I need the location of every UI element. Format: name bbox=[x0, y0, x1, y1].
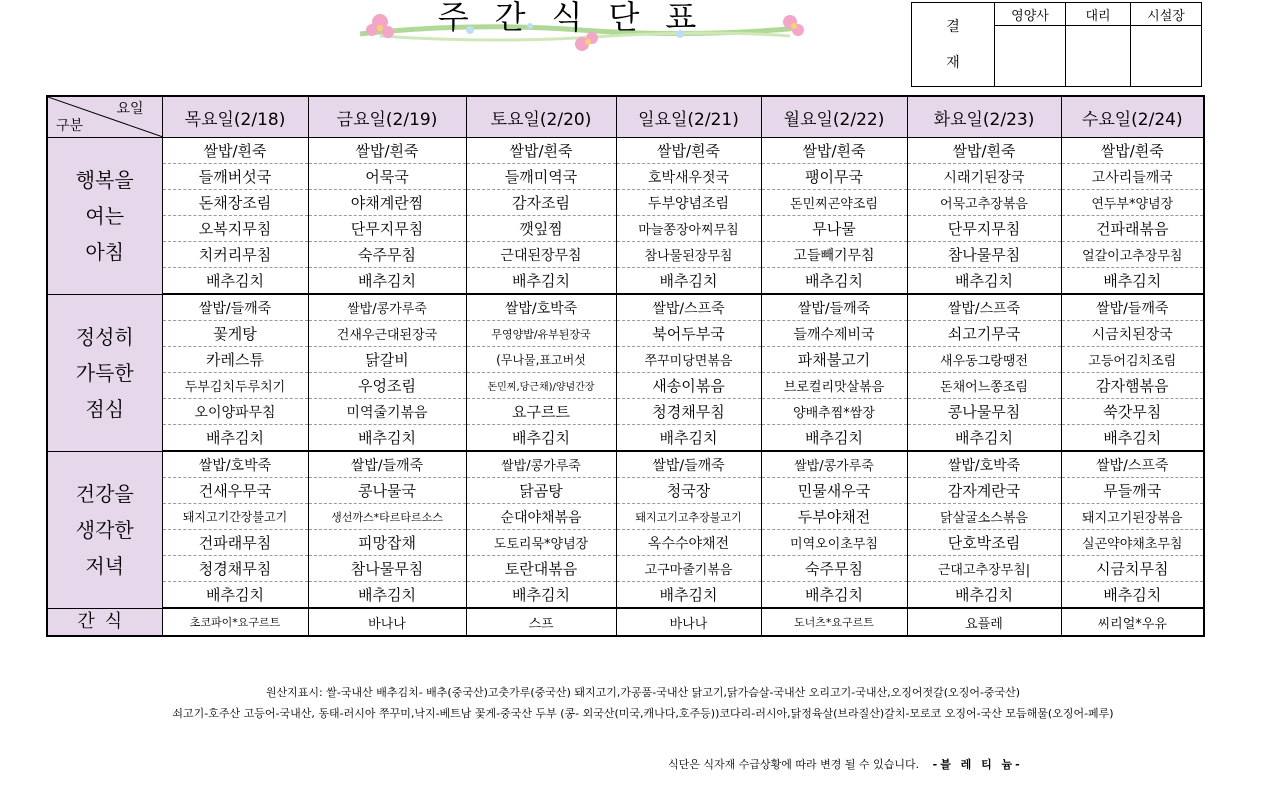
menu-item: 쌀밥/흰죽 bbox=[162, 138, 308, 164]
menu-item: 토란대볶음 bbox=[466, 556, 616, 582]
menu-item: 쌀밥/호박죽 bbox=[162, 451, 308, 478]
menu-item: 청경채무침 bbox=[616, 399, 761, 425]
menu-item: 요구르트 bbox=[466, 399, 616, 425]
menu-item: 고사리들깨국 bbox=[1061, 164, 1204, 190]
category-label-line: 아침 bbox=[85, 239, 125, 264]
menu-item: 배추김치 bbox=[616, 425, 761, 452]
snack-item: 요플레 bbox=[907, 608, 1061, 636]
menu-item: 청경채무침 bbox=[162, 556, 308, 582]
menu-item: 무나물 bbox=[761, 216, 907, 242]
menu-item: 배추김치 bbox=[1061, 425, 1204, 452]
menu-item: 감자조림 bbox=[466, 190, 616, 216]
dinner-row bbox=[47, 478, 1204, 504]
menu-item: 치커리무침 bbox=[162, 242, 308, 268]
menu-item: 건파래무침 bbox=[162, 530, 308, 556]
menu-item: 숙주무침 bbox=[308, 242, 466, 268]
menu-item: 들깨수제비국 bbox=[761, 321, 907, 347]
category-label-line: 행복을 bbox=[75, 167, 134, 192]
menu-item: 쌀밥/들깨죽 bbox=[308, 451, 466, 478]
snack-item: 씨리얼*우유 bbox=[1061, 608, 1204, 636]
category-label-line: 점심 bbox=[85, 396, 125, 421]
menu-item: 고들빼기무침 bbox=[761, 242, 907, 268]
breakfast-row bbox=[47, 190, 1204, 216]
menu-item: 건새우무국 bbox=[162, 478, 308, 504]
corner-day-label: 요일 bbox=[116, 101, 144, 117]
approval-sign-deputy[interactable] bbox=[1066, 26, 1131, 87]
menu-item: 쌀밥/흰죽 bbox=[1061, 138, 1204, 164]
lunch-row bbox=[47, 347, 1204, 373]
menu-item: 쌀밥/호박죽 bbox=[907, 451, 1061, 478]
dinner-row bbox=[47, 582, 1204, 609]
title-banner bbox=[350, 0, 810, 60]
menu-item: 돼지고기된장볶음 bbox=[1061, 504, 1204, 530]
breakfast-row bbox=[47, 216, 1204, 242]
breakfast-row bbox=[47, 268, 1204, 295]
menu-item: 배추김치 bbox=[308, 582, 466, 609]
menu-item: 브로컬리맛살볶음 bbox=[761, 373, 907, 399]
menu-item: 고등어김치조림 bbox=[1061, 347, 1204, 373]
menu-item: 쭈꾸미당면볶음 bbox=[616, 347, 761, 373]
menu-item: 옥수수야채전 bbox=[616, 530, 761, 556]
menu-item: 얼갈이고추장무침 bbox=[1061, 242, 1204, 268]
menu-item: 배추김치 bbox=[308, 425, 466, 452]
menu-item: 민물새우국 bbox=[761, 478, 907, 504]
category-label-line: 저녁 bbox=[85, 553, 125, 578]
menu-item: 콩나물국 bbox=[308, 478, 466, 504]
lunch-row bbox=[47, 399, 1204, 425]
snack-row bbox=[47, 608, 1204, 636]
menu-item: 배추김치 bbox=[616, 268, 761, 295]
snack-item: 초코파이*요구르트 bbox=[162, 608, 308, 636]
menu-item: 쌀밥/흰죽 bbox=[761, 138, 907, 164]
lunch-row bbox=[47, 321, 1204, 347]
approval-gyeol: 결 bbox=[946, 18, 960, 35]
menu-item: (무나물,표고버섯 bbox=[466, 347, 616, 373]
menu-item: 배추김치 bbox=[616, 582, 761, 609]
menu-item: 쌀밥/흰죽 bbox=[907, 138, 1061, 164]
menu-item: 쌀밥/들깨죽 bbox=[616, 451, 761, 478]
approval-label bbox=[912, 3, 995, 87]
category-label-line: 여는 bbox=[85, 203, 125, 228]
dinner-category-label bbox=[47, 451, 162, 608]
menu-item: 쌀밥/들깨죽 bbox=[162, 294, 308, 321]
dinner-row bbox=[47, 504, 1204, 530]
approval-box bbox=[911, 2, 1202, 87]
page-title: 주간식단표 bbox=[437, 0, 723, 36]
menu-item: 쌀밥/호박죽 bbox=[466, 294, 616, 321]
menu-item: 콩나물무침 bbox=[907, 399, 1061, 425]
day-header: 토요일(2/20) bbox=[466, 96, 616, 138]
menu-item: 닭곰탕 bbox=[466, 478, 616, 504]
menu-item: 시래기된장국 bbox=[907, 164, 1061, 190]
menu-item: 배추김치 bbox=[907, 268, 1061, 295]
menu-item: 순대야채볶음 bbox=[466, 504, 616, 530]
origin-line-1: 원산지표시: 쌀-국내산 배추김치- 배추(중국산)고춧가루(중국산) 돼지고기,가공품-국내산 닭고기,닭가슴살-국내산 오리고기-국내산,오징어젓갈(오징어-중국산) bbox=[265, 686, 1021, 699]
menu-item: 들깨버섯국 bbox=[162, 164, 308, 190]
dinner-row bbox=[47, 451, 1204, 478]
breakfast-row bbox=[47, 164, 1204, 190]
menu-item: 감자햄볶음 bbox=[1061, 373, 1204, 399]
snack-item: 도너츠*요구르트 bbox=[761, 608, 907, 636]
weekly-menu-table bbox=[46, 95, 1205, 637]
menu-item: 단무지무침 bbox=[308, 216, 466, 242]
menu-item: 근대된장무침 bbox=[466, 242, 616, 268]
footer-note-text: 식단은 식자재 수급상황에 따라 변경 될 수 있습니다. bbox=[668, 758, 920, 771]
menu-item: 마늘쫑장아찌무침 bbox=[616, 216, 761, 242]
menu-item: 배추김치 bbox=[907, 582, 1061, 609]
menu-item: 어묵고추장볶음 bbox=[907, 190, 1061, 216]
menu-item: 배추김치 bbox=[1061, 268, 1204, 295]
lunch-category-label bbox=[47, 294, 162, 451]
menu-item: 두부양념조림 bbox=[616, 190, 761, 216]
snack-item: 스프 bbox=[466, 608, 616, 636]
menu-item: 우엉조림 bbox=[308, 373, 466, 399]
category-label-line: 정성히 bbox=[75, 324, 134, 349]
menu-item: 피망잡채 bbox=[308, 530, 466, 556]
menu-item: 두부야채전 bbox=[761, 504, 907, 530]
breakfast-category-label bbox=[47, 138, 162, 295]
menu-item: 쌀밥/들깨죽 bbox=[1061, 294, 1204, 321]
menu-item: 배추김치 bbox=[466, 582, 616, 609]
approval-role-dietitian: 영양사 bbox=[995, 3, 1066, 26]
approval-jae: 재 bbox=[946, 54, 960, 71]
day-header: 일요일(2/21) bbox=[616, 96, 761, 138]
dinner-row bbox=[47, 530, 1204, 556]
menu-item: 무들깨국 bbox=[1061, 478, 1204, 504]
menu-item: 쌀밥/스프죽 bbox=[1061, 451, 1204, 478]
menu-item: 오이양파무침 bbox=[162, 399, 308, 425]
menu-item: 청국장 bbox=[616, 478, 761, 504]
menu-item: 돈민찌곤약조림 bbox=[761, 190, 907, 216]
menu-item: 생선까스*타르타르소스 bbox=[308, 504, 466, 530]
menu-item: 파채불고기 bbox=[761, 347, 907, 373]
menu-item: 들깨미역국 bbox=[466, 164, 616, 190]
snack-item: 바나나 bbox=[308, 608, 466, 636]
origin-line-2: 쇠고기-호주산 고등어-국내산, 동태-러시아 쭈꾸미,낙지-베트남 꽃게-중국산 두부 (콩- 외국산(미국,캐나다,호주등))코다리-러시아,닭정육살(브라질산)갈치-모로코 오징어-국산 모듬해물(오징어-페루) bbox=[172, 707, 1114, 720]
approval-sign-director[interactable] bbox=[1131, 26, 1202, 87]
menu-item: 참나물무침 bbox=[907, 242, 1061, 268]
snack-category-label: 간식 bbox=[47, 608, 162, 636]
menu-item: 닭살굴소스볶음 bbox=[907, 504, 1061, 530]
menu-item: 배추김치 bbox=[1061, 582, 1204, 609]
menu-item: 배추김치 bbox=[162, 425, 308, 452]
menu-item: 쇠고기무국 bbox=[907, 321, 1061, 347]
menu-item: 근대고추장무침| bbox=[907, 556, 1061, 582]
menu-item: 쌀밥/흰죽 bbox=[466, 138, 616, 164]
menu-item: 오복지무침 bbox=[162, 216, 308, 242]
menu-item: 시금치된장국 bbox=[1061, 321, 1204, 347]
approval-role-deputy: 대리 bbox=[1066, 3, 1131, 26]
menu-item: 배추김치 bbox=[162, 582, 308, 609]
menu-item: 참나물무침 bbox=[308, 556, 466, 582]
menu-item: 시금치무침 bbox=[1061, 556, 1204, 582]
category-label-line: 건강을 bbox=[75, 481, 134, 506]
menu-item: 쌀밥/스프죽 bbox=[907, 294, 1061, 321]
lunch-row bbox=[47, 373, 1204, 399]
menu-item: 깻잎찜 bbox=[466, 216, 616, 242]
approval-sign-dietitian[interactable] bbox=[995, 26, 1066, 87]
menu-item: 양배추찜*쌈장 bbox=[761, 399, 907, 425]
menu-item: 배추김치 bbox=[308, 268, 466, 295]
menu-item: 연두부*양념장 bbox=[1061, 190, 1204, 216]
menu-item: 쌀밥/스프죽 bbox=[616, 294, 761, 321]
menu-item: 닭갈비 bbox=[308, 347, 466, 373]
day-header: 목요일(2/18) bbox=[162, 96, 308, 138]
approval-role-director: 시설장 bbox=[1131, 3, 1202, 26]
menu-item: 미역오이초무침 bbox=[761, 530, 907, 556]
menu-item: 쌀밥/흰죽 bbox=[616, 138, 761, 164]
menu-item: 꽃게탕 bbox=[162, 321, 308, 347]
menu-item: 감자계란국 bbox=[907, 478, 1061, 504]
day-header: 수요일(2/24) bbox=[1061, 96, 1204, 138]
menu-item: 건새우근대된장국 bbox=[308, 321, 466, 347]
category-label-line: 가득한 bbox=[75, 360, 134, 385]
menu-item: 단무지무침 bbox=[907, 216, 1061, 242]
day-header: 화요일(2/23) bbox=[907, 96, 1061, 138]
breakfast-row bbox=[47, 242, 1204, 268]
day-header: 금요일(2/19) bbox=[308, 96, 466, 138]
menu-item: 야채계란찜 bbox=[308, 190, 466, 216]
footer-note bbox=[668, 756, 1023, 772]
menu-item: 배추김치 bbox=[761, 268, 907, 295]
menu-item: 팽이무국 bbox=[761, 164, 907, 190]
menu-item: 고구마줄기볶음 bbox=[616, 556, 761, 582]
menu-item: 쌀밥/흰죽 bbox=[308, 138, 466, 164]
menu-item: 돈채장조림 bbox=[162, 190, 308, 216]
menu-item: 어묵국 bbox=[308, 164, 466, 190]
menu-item: 쌀밥/들깨죽 bbox=[761, 294, 907, 321]
corner-category-label: 구분 bbox=[56, 118, 84, 134]
menu-item: 호박새우젓국 bbox=[616, 164, 761, 190]
menu-item: 두부김치두루치기 bbox=[162, 373, 308, 399]
menu-item: 배추김치 bbox=[466, 268, 616, 295]
snack-item: 바나나 bbox=[616, 608, 761, 636]
menu-item: 돈채어느쫑조림 bbox=[907, 373, 1061, 399]
menu-item: 쑥갓무침 bbox=[1061, 399, 1204, 425]
menu-item: 쌀밥/콩가루죽 bbox=[308, 294, 466, 321]
menu-item: 무영양밥/유부된장국 bbox=[466, 321, 616, 347]
menu-item: 미역줄기볶음 bbox=[308, 399, 466, 425]
menu-item: 돼지고기고추장불고기 bbox=[616, 504, 761, 530]
menu-item: 배추김치 bbox=[162, 268, 308, 295]
menu-item: 새우동그랑땡전 bbox=[907, 347, 1061, 373]
menu-item: 새송이볶음 bbox=[616, 373, 761, 399]
menu-item: 쌀밥/콩가루죽 bbox=[761, 451, 907, 478]
breakfast-row bbox=[47, 138, 1204, 164]
menu-item: 참나물된장무침 bbox=[616, 242, 761, 268]
menu-item: 숙주무침 bbox=[761, 556, 907, 582]
menu-item: 돈민찌,당근채)/양념간장 bbox=[466, 373, 616, 399]
menu-item: 카레스튜 bbox=[162, 347, 308, 373]
lunch-row bbox=[47, 294, 1204, 321]
menu-item: 실곤약야채초무침 bbox=[1061, 530, 1204, 556]
menu-item: 북어두부국 bbox=[616, 321, 761, 347]
menu-item: 건파래볶음 bbox=[1061, 216, 1204, 242]
menu-item: 단호박조림 bbox=[907, 530, 1061, 556]
footer-sign: -블 레 티 늄- bbox=[932, 758, 1023, 771]
day-header: 월요일(2/22) bbox=[761, 96, 907, 138]
menu-item: 배추김치 bbox=[761, 425, 907, 452]
menu-item: 돼지고기간장불고기 bbox=[162, 504, 308, 530]
category-label-line: 생각한 bbox=[75, 517, 134, 542]
corner-cell bbox=[47, 96, 162, 138]
menu-item: 배추김치 bbox=[466, 425, 616, 452]
menu-item: 쌀밥/콩가루죽 bbox=[466, 451, 616, 478]
dinner-row bbox=[47, 556, 1204, 582]
lunch-row bbox=[47, 425, 1204, 452]
menu-item: 도토리묵*양념장 bbox=[466, 530, 616, 556]
menu-item: 배추김치 bbox=[761, 582, 907, 609]
header-row bbox=[47, 96, 1204, 138]
menu-item: 배추김치 bbox=[907, 425, 1061, 452]
